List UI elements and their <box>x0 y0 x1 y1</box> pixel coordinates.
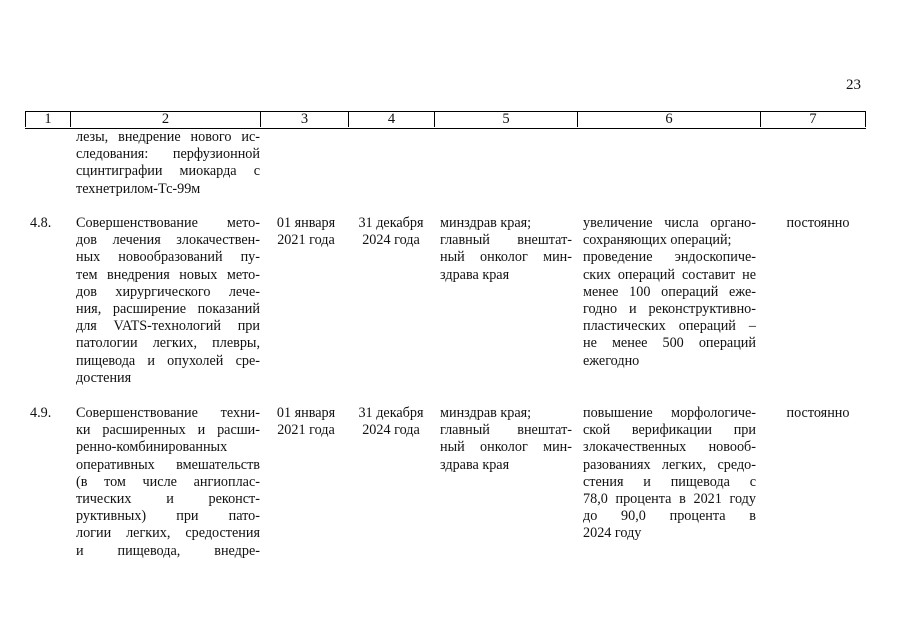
text-line: минздрав края; <box>440 405 532 421</box>
text-line: 01 января <box>276 215 336 231</box>
text-line: дов лечения злокачествен- <box>76 232 260 249</box>
text-line: ежегодно <box>583 352 640 369</box>
text-line: 01 января <box>276 405 336 421</box>
row-periodicity: постоянно <box>786 215 850 231</box>
text-line: дов хирургического лече- <box>76 283 260 300</box>
text-line: (в том числе ангиоплас- <box>76 473 260 490</box>
text-line: здрава края <box>440 266 510 283</box>
row-number: 4.9. <box>30 405 52 421</box>
text-line: ный онколог мин- <box>440 439 572 456</box>
text-line: увеличение числа органо- <box>583 215 756 231</box>
text-line: 2024 года <box>362 422 420 439</box>
text-line: повышение морфологиче- <box>583 405 756 421</box>
text-line: патологии легких, плевры, <box>76 335 260 352</box>
text-line: пищевода и опухолей сре- <box>76 352 260 369</box>
text-line: главный внештат- <box>440 422 572 439</box>
row-responsible <box>440 215 572 284</box>
row-start-date <box>266 405 346 439</box>
text-line: 31 декабря <box>358 215 424 231</box>
text-line: годно и реконструктивно- <box>583 301 756 318</box>
text-line: 2021 года <box>277 422 335 439</box>
text-line: сохраняющих операций; <box>583 232 732 249</box>
text-line: 2021 года <box>277 232 335 249</box>
header-cell-5: 5 <box>434 111 577 127</box>
header-cell-2: 2 <box>70 111 260 127</box>
text-line: 2024 году <box>583 525 642 542</box>
text-line: достения <box>76 369 132 386</box>
text-line: минздрав края; <box>440 215 532 231</box>
header-cell-3: 3 <box>260 111 348 127</box>
row-number: 4.8. <box>30 215 52 231</box>
text-line: Совершенствование техни- <box>76 405 260 421</box>
text-line: руктивных) при пато- <box>76 508 260 525</box>
text-line: здрава края <box>440 456 510 473</box>
text-line: пластических операций – <box>583 318 756 335</box>
text-line: для VATS-технологий при <box>76 318 260 335</box>
text-line: и пищевода, внедре- <box>76 542 260 559</box>
row-activity <box>76 405 260 560</box>
text-line: не менее 500 операций <box>583 335 756 352</box>
text-line: 31 декабря <box>358 405 424 421</box>
text-line: 2024 года <box>362 232 420 249</box>
text-line: ской верификации при <box>583 422 756 439</box>
text-line: злокачественных новооб- <box>583 439 756 456</box>
text-line: проведение эндоскопиче- <box>583 249 756 266</box>
row-result <box>583 405 756 543</box>
text-line: технетрилом-Тс-99м <box>76 180 201 197</box>
text-line: следования: перфузионной <box>76 146 260 163</box>
header-cell-6: 6 <box>577 111 760 127</box>
continuation-col2 <box>76 129 260 198</box>
row-end-date <box>350 405 432 439</box>
row-end-date <box>350 215 432 249</box>
row-result <box>583 215 756 370</box>
text-line: разованиях легких, средо- <box>583 456 756 473</box>
page-number: 23 <box>846 77 861 93</box>
text-line: ренно-комбинированных <box>76 439 228 456</box>
text-line: ния, расширение показаний <box>76 301 260 318</box>
text-line: логии легких, средостения <box>76 525 260 542</box>
text-line: ских операций составит не <box>583 266 756 283</box>
text-line: Совершенствование мето- <box>76 215 260 231</box>
text-line: лезы, внедрение нового ис- <box>76 129 260 145</box>
text-line: тических и реконст- <box>76 491 260 508</box>
header-cell-1: 1 <box>25 111 70 127</box>
text-line: ки расширенных и расши- <box>76 422 260 439</box>
text-line: сцинтиграфии миокарда с <box>76 163 260 180</box>
text-line: тем внедрения новых мето- <box>76 266 260 283</box>
row-activity <box>76 215 260 387</box>
text-line: оперативных вмешательств <box>76 456 260 473</box>
header-cell-7: 7 <box>760 111 866 127</box>
text-line: до 90,0 процента в <box>583 508 756 525</box>
row-start-date <box>266 215 346 249</box>
text-line: стения и пищевода с <box>583 473 756 490</box>
row-responsible <box>440 405 572 474</box>
text-line: ный онколог мин- <box>440 249 572 266</box>
text-line: главный внештат- <box>440 232 572 249</box>
text-line: ных новообразований пу- <box>76 249 260 266</box>
row-periodicity: постоянно <box>786 405 850 421</box>
text-line: менее 100 операций еже- <box>583 283 756 300</box>
text-line: 78,0 процента в 2021 году <box>583 491 756 508</box>
header-cell-4: 4 <box>348 111 434 127</box>
